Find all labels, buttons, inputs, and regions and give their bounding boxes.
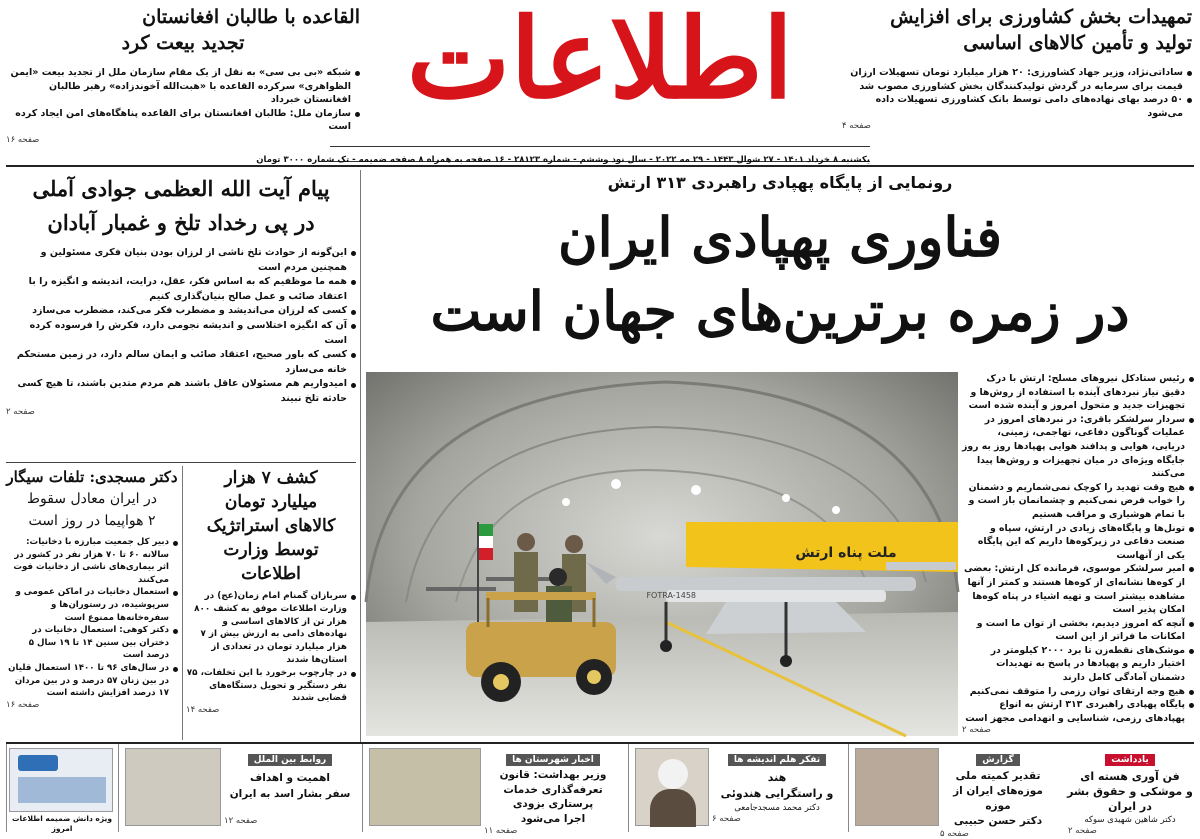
date-line: یکشنبه ۸ خرداد ۱۴۰۱ - ۲۷ شوال ۱۴۴۳ - ۲۹ مه ۲۰۲۲ - سال نود وششم - شماره ۲۸۱۲۳ - ۱۶ صفحه به همراه ۸ صفحه ضمیمه - تک شماره ۳۰۰۰ تومان [256, 155, 870, 165]
top-left-headline-1: القاعده با طالبان افغانستان [142, 6, 360, 28]
top-right-headline-2: تولید و تأمین کالاهای اساسی [963, 32, 1192, 54]
bottom-box-international[interactable] [118, 744, 360, 832]
intel-story[interactable] [186, 466, 356, 742]
intel-headline-4: توسط وزارت [223, 540, 319, 560]
main-photo[interactable] [366, 372, 958, 736]
bottom-title-2: موزه‌های ایران از موزه [953, 785, 1043, 812]
intel-headline-3: کالاهای استراتژیک [206, 516, 336, 536]
list-item: کسی که باور صحیح، اعتقاد صائب و ایمان سالم دارد، در زمین مستحکم خانه می‌سازد [6, 348, 356, 377]
page-ref: صفحه ۱۲ [224, 816, 258, 826]
list-item: در سال‌های ۹۶ تا ۱۴۰۰ استعمال قلیان در بین زنان ۵۷ درصد و در بین مردان ۱۷ درصد افزایش داشته است [6, 662, 178, 700]
list-item: آنچه که امروز دیدیم، بخشی از توان ما است و امکانات ما فراتر از این است [962, 617, 1194, 644]
report-photo [855, 748, 939, 826]
bottom-title-2: سفر بشار اسد به ایران [229, 788, 351, 800]
smoking-story[interactable] [6, 466, 178, 742]
list-item: سازمان ملل: طالبان افغانستان برای القاعده پناهگاه‌های امن ایجاد کرده است [6, 107, 360, 134]
smoking-bullets [6, 536, 178, 700]
page-ref: صفحه ۲ [6, 406, 35, 417]
top-right-headline-1: تمهیدات بخش کشاورزی برای افزایش [890, 6, 1192, 28]
page-ref: صفحه ۲ [962, 725, 991, 736]
top-left-story[interactable] [6, 4, 360, 145]
logo [400, 0, 800, 124]
list-item: سربازان گمنام امام زمان(عج) در وزارت اطلاعات موفق به کشف ۸۰۰ هزار تن از کالاهای اساسی و نهاده‌های دامی به ارزش بیش از ۷ هزار میلیارد تومان در تعدادی از استان‌ها شدند [186, 590, 356, 667]
list-item: شبکه «بی بی سی» به نقل از یک مقام سازمان ملل از تجدید بیعت «ایمن الظواهری» سرکرده القاعده با «هبت‌الله آخوندزاده» رهبر طالبان افغانستان خبرداد [6, 66, 360, 107]
bottom-author: دکتر شاهین شهیدی سوکه [1084, 815, 1176, 825]
list-item: آن که انگیزه اختلاسی و اندیشه نجومی دارد، فکرش را فرسوده کرده است [6, 319, 356, 348]
bottom-title-1: فن آوری هسته ای [1080, 770, 1180, 783]
top-left-headline-2: تجدید بیعت کرد [121, 32, 245, 54]
javadi-title-2: در پی رخداد تلخ و غمبار آبادان [47, 210, 315, 235]
page-ref: صفحه ۱۴ [186, 705, 220, 716]
list-item: ساداتی‌نژاد، وزیر جهاد کشاورزی: ۲۰ هزار میلیارد تومان تسهیلات ارزان قیمت برای سرمایه در گردش تولیدکنندگان بخش کشاورزی مصوب شد [842, 66, 1192, 93]
top-left-bullets [6, 66, 360, 134]
date-bar [256, 146, 870, 165]
javadi-title-1: پیام آیت الله العظمی جوادی آملی [32, 176, 330, 201]
page-ref: صفحه ۲ [1068, 826, 1097, 836]
top-right-bullets [842, 66, 1192, 120]
section-tag: گزارش [976, 754, 1020, 766]
sign-text: ملت پناه ارتش [795, 545, 897, 561]
main-story[interactable] [362, 170, 1198, 370]
bottom-box-provinces[interactable] [362, 744, 626, 836]
list-item: تونل‌ها و پایگاه‌های زیادی در ارتش، سپاه و صنعت دفاعی در زیرکوه‌ها داریم که این پایگاه یکی از آنهاست [962, 522, 1194, 563]
section-tag: تفکر هلم اندیشه ها [728, 754, 826, 766]
list-item: رئیس ستادکل نیروهای مسلح: ارتش با درک دقیق نیاز نبردهای آینده با استفاده از روش‌ها و تجهیزات جدید و متحول امروز و آینده شده است [962, 372, 1194, 413]
list-item: موشک‌های نقطه‌زن تا برد ۲۰۰۰ کیلومتر در اختیار داریم و پهپادها در پاسخ به تهدیدات دشمنان آمادگی کامل دارند [962, 644, 1194, 685]
bottom-author: دکتر محمد مسجدجامعی [734, 803, 820, 813]
smoking-headline-2: در ایران معادل سقوط [27, 491, 157, 507]
list-item: در چارچوب برخورد با این تخلفات، ۷۵ نفر دستگیر و تحویل دستگاه‌های قضایی شدند [186, 667, 356, 705]
bottom-title-2: و راستگرایی هندوئی [720, 787, 834, 800]
list-item: دکتر کوهی: استعمال دخانیات در دختران بین سنین ۱۴ تا ۱۹ سال ۵ درصد است [6, 624, 178, 662]
bottom-box-report[interactable] [848, 744, 1060, 839]
supplement-cover [9, 748, 113, 812]
bottom-box-thought[interactable] [628, 744, 846, 832]
list-item: هیچ وجه ارتقای توان رزمی را متوقف نمی‌کنیم [962, 685, 1194, 699]
left-inner-divider [182, 466, 183, 740]
list-item: سردار سرلشکر باقری: در نبردهای امروز در عملیات گوناگون دفاعی، تهاجمی، زمینی، دریایی، هوایی و پدافند هوایی پهپادها روز به روز جایگاه ویژه‌ای در میان تجهیزات و روش‌ها پیدا می‌کنند [962, 413, 1194, 481]
main-story-bullets-column [962, 372, 1194, 744]
list-item: دبیر کل جمعیت مبارزه با دخانیات: سالانه ۶۰ تا ۷۰ هزار نفر در کشور در اثر بیماری‌های ناشی از دخانیات فوت می‌کنند [6, 536, 178, 586]
intel-headline-2: میلیارد تومان [224, 492, 318, 512]
bottom-title-3: دکتر حسن حبیبی [953, 815, 1043, 827]
main-kicker: رونمایی از پایگاه پهپادی راهبردی ۳۱۳ ارتش [607, 173, 953, 192]
intel-headline-1: کشف ۷ هزار [224, 468, 318, 488]
smoking-headline-1: دکتر مسجدی: تلفات سیگار [6, 468, 178, 486]
smoking-headline-3: ۲ هواپیما در روز است [28, 513, 156, 529]
list-item: ۵۰ درصد بهای نهاده‌های دامی توسط بانک کشاورزی تسهیلات داده می‌شود [842, 93, 1192, 120]
list-item: استعمال دخانیات در اماکن عمومی و سرپوشیده، در رستوران‌ها و سفره‌خانه‌ها ممنوع است [6, 586, 178, 624]
top-right-story[interactable] [842, 4, 1192, 142]
supplement-caption: ویژه دانش ضمیمه اطلاعات امروز [12, 814, 112, 833]
page-ref: صفحه ۱۱ [484, 826, 518, 836]
intel-bullets [186, 590, 356, 705]
list-item: همه ما موظفیم که به اساس فکر، عقل، درایت، اندیشه و انگیزه را با اعتقاد صائب و عمل صالح بنیان‌گذاری کنیم [6, 275, 356, 304]
page-ref: صفحه ۱۶ [6, 134, 40, 145]
main-bullets [962, 372, 1194, 725]
assad-photo [125, 748, 221, 826]
list-item: امیر سرلشکر موسوی، فرمانده کل ارتش: بعضی از کوه‌ها نشانه‌ای از کوه‌ها هستند و کمتر از آنها مشاهده بیشتر است و تهیه اشیاء در پناه کوه‌ها امکان پذیر است [962, 562, 1194, 616]
javadi-amoli-story[interactable] [6, 172, 356, 460]
bottom-box-note[interactable] [1062, 744, 1198, 836]
bottom-title-2: و موشکی و حقوق بشر [1067, 785, 1193, 798]
meeting-photo [369, 748, 481, 826]
portrait-icon [658, 759, 688, 789]
bottom-title-1: تقدیر کمیته ملی [955, 770, 1041, 782]
left-divider [6, 462, 356, 463]
page-ref: صفحه ۱۶ [6, 699, 40, 710]
page-ref: صفحه ۶ [712, 814, 741, 824]
tunnel-drone-photo [366, 372, 958, 736]
bottom-title-4: اجرا می‌شود [520, 812, 586, 825]
column-divider [360, 170, 361, 742]
bottom-title-3: در ایران [1108, 800, 1152, 813]
masthead [0, 0, 1200, 165]
intel-headline-5: اطلاعات [241, 564, 301, 584]
main-headline-2: در زمره برترین‌های جهان است [430, 279, 1130, 343]
section-tag: اخبار شهرستان ها [506, 754, 600, 766]
masthead-divider [6, 165, 1194, 167]
bottom-title-1: اهمیت و اهداف [250, 772, 330, 784]
bottom-title-1: وزیر بهداشت: قانون [499, 769, 607, 781]
author-photo [635, 748, 709, 826]
list-item: هیچ وقت تهدید را کوچک نمی‌شماریم و دشمنان را خواب فرض نمی‌کنیم و چشمانمان باز است و با تمام هوشیاری و مراقب هستیم [962, 481, 1194, 522]
section-tag: یادداشت [1105, 754, 1154, 766]
main-headline-1: فناوری پهپادی ایران [557, 205, 1003, 269]
javadi-bullets [6, 246, 356, 407]
list-item: این‌گونه از حوادث تلخ ناشی از لرزان بودن بنیان فکری مسئولین و همچنین مردم است [6, 246, 356, 275]
bottom-title-1: هند [767, 771, 787, 784]
list-item: پایگاه پهپادی راهبردی ۳۱۳ ارتش به انواع پهپادهای رزمی، شناسایی و انهدامی مجهز است [962, 698, 1194, 725]
list-item: امیدواریم هم مسئولان عاقل باشند هم مردم متدین باشند، تا هیچ کسی حادثه تلخ نبیند [6, 377, 356, 406]
bottom-title-2: تعرفه‌گذاری خدمات [503, 783, 603, 796]
page-ref: صفحه ۵ [940, 829, 969, 839]
section-tag: روابط بین الملل [248, 754, 333, 766]
bottom-box-supplement[interactable] [6, 744, 116, 832]
bottom-title-3: پرستاری بزودی [512, 798, 594, 810]
supplement-logo-icon [18, 755, 58, 771]
drone-label: FOTRA-1458 [646, 591, 696, 600]
logo-text: اطلاعات [406, 0, 794, 123]
list-item: کسی که لرزان می‌اندیشد و مضطرب فکر می‌کند، مضطرب می‌سازد [6, 304, 356, 319]
page-ref: صفحه ۴ [842, 121, 871, 131]
